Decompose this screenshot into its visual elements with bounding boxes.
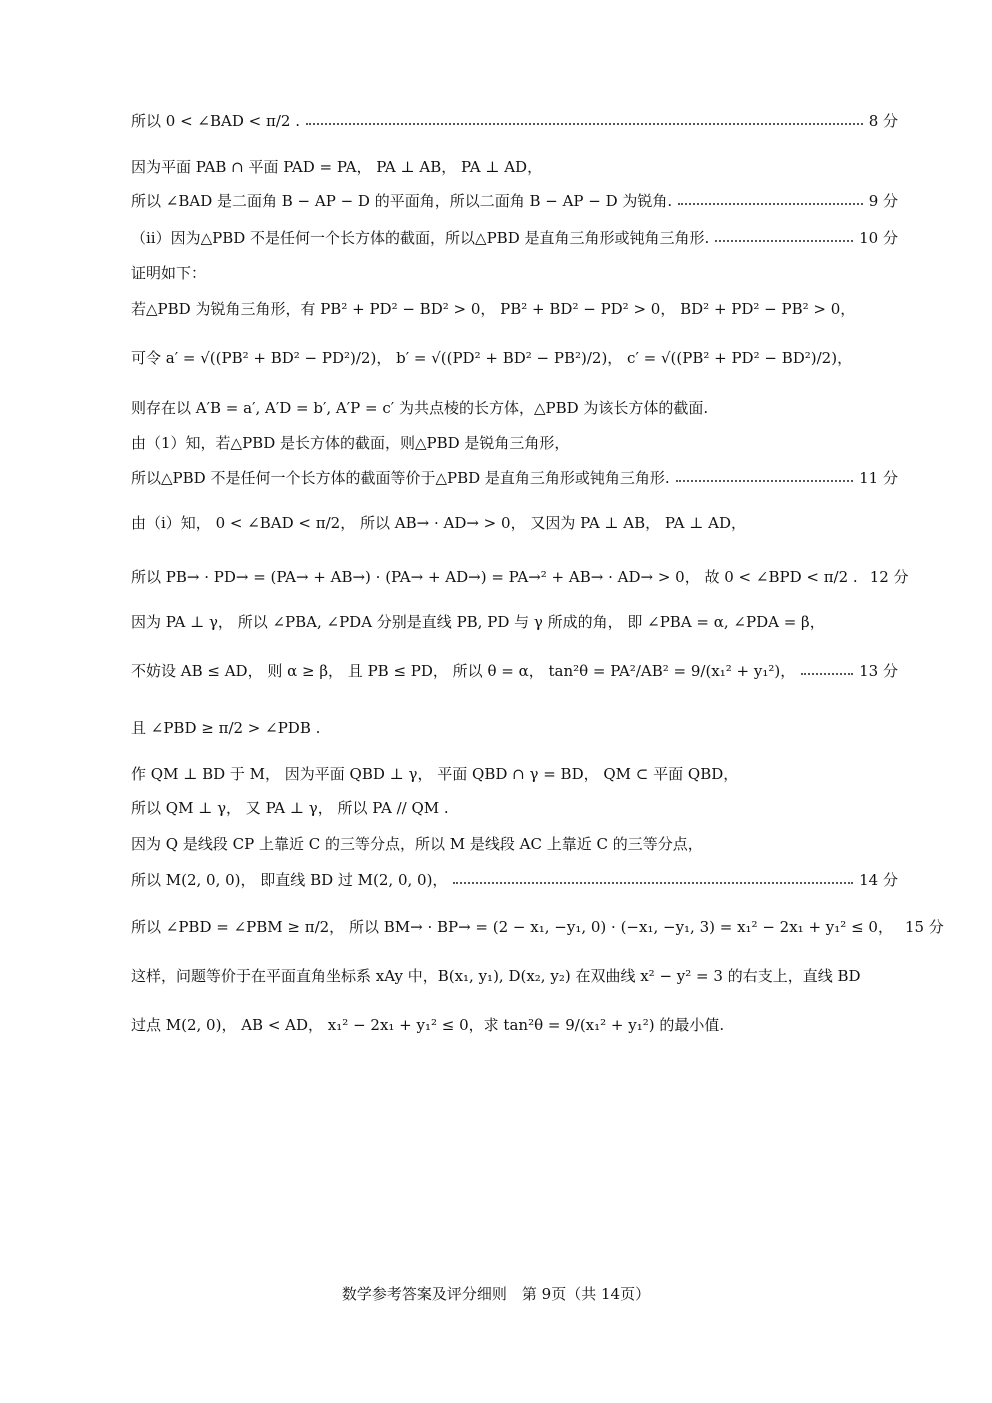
line-text: 若△PBD 为锐角三角形，有 PB² + PD² − BD² > 0， PB² + BD² − PD² > 0， BD² + PD² − PB² > 0， bbox=[131, 300, 856, 318]
line-text: 这样，问题等价于在平面直角坐标系 xAy 中，B(x₁, y₁), D(x₂, y₂) 在双曲线 x² − y² = 3 的右支上，直线 BD bbox=[131, 967, 861, 985]
line-text: 所以 PB→ · PD→ = (PA→ + AB→) · (PA→ + AD→) = PA→² + AB→ · AD→ > 0， 故 0 < ∠BPD < π/2 . bbox=[131, 568, 858, 586]
leader-dots bbox=[715, 240, 853, 242]
solution-line-11 bbox=[131, 512, 898, 533]
line-text: 所以 QM ⊥ γ， 又 PA ⊥ γ， 所以 PA // QM . bbox=[131, 799, 449, 817]
solution-line-5 bbox=[131, 262, 898, 283]
score-label: 14 分 bbox=[859, 871, 898, 889]
solution-line-1 bbox=[131, 110, 898, 131]
page-footer: 数学参考答案及评分细则 第 9页（共 14页） bbox=[341, 1285, 651, 1303]
solution-line-17 bbox=[131, 797, 898, 818]
line-text: 因为 Q 是线段 CP 上靠近 C 的三等分点，所以 M 是线段 AC 上靠近 C 的三等分点， bbox=[131, 835, 703, 853]
line-text: 不妨设 AB ≤ AD， 则 α ≥ β， 且 PB ≤ PD， 所以 θ = α， tan²θ = PA²/AB² = 9/(x₁² + y₁²)， bbox=[131, 662, 796, 680]
solution-line-18 bbox=[131, 833, 898, 854]
solution-line-13 bbox=[131, 611, 898, 632]
solution-line-19 bbox=[131, 869, 898, 890]
line-text: 作 QM ⊥ BD 于 M， 因为平面 QBD ⊥ γ， 平面 QBD ∩ γ = BD， QM ⊂ 平面 QBD， bbox=[131, 765, 739, 783]
leader-dots bbox=[453, 882, 853, 884]
solution-line-2 bbox=[131, 156, 898, 177]
solution-line-4 bbox=[131, 227, 898, 248]
line-text: 证明如下： bbox=[131, 264, 207, 282]
line-text: 因为平面 PAB ∩ 平面 PAD = PA， PA ⊥ AB， PA ⊥ AD， bbox=[131, 158, 543, 176]
line-text: 所以 ∠PBD = ∠PBM ≥ π/2， 所以 BM→ · BP→ = (2 − x₁, −y₁, 0) · (−x₁, −y₁, 3) = x₁² − 2x₁ + y₁² ≤ 0， bbox=[131, 918, 893, 936]
line-text: 由（1）知，若△PBD 是长方体的截面，则△PBD 是锐角三角形， bbox=[131, 434, 570, 452]
solution-line-16 bbox=[131, 763, 898, 784]
score-label: 8 分 bbox=[868, 112, 898, 130]
score-label: 11 分 bbox=[859, 469, 898, 487]
score-label: 12 分 bbox=[869, 568, 909, 586]
line-text: 因为 PA ⊥ γ， 所以 ∠PBA, ∠PDA 分别是直线 PB, PD 与 γ 所成的角， 即 ∠PBA = α, ∠PDA = β， bbox=[131, 613, 825, 631]
solution-line-6 bbox=[131, 298, 898, 319]
solution-line-9 bbox=[131, 432, 898, 453]
line-text: 且 ∠PBD ≥ π/2 > ∠PDB . bbox=[131, 719, 321, 737]
solution-line-10 bbox=[131, 467, 898, 488]
leader-dots bbox=[678, 203, 862, 205]
solution-line-14 bbox=[131, 660, 898, 681]
leader-dots bbox=[306, 123, 863, 125]
solution-line-3 bbox=[131, 190, 898, 211]
leader-dots bbox=[676, 480, 853, 482]
solution-line-15 bbox=[131, 717, 898, 738]
line-text: 所以 M(2, 0, 0)， 即直线 BD 过 M(2, 0, 0)， bbox=[131, 871, 448, 889]
line-text: 所以 ∠BAD 是二面角 B − AP − D 的平面角，所以二面角 B − AP − D 为锐角. bbox=[131, 192, 673, 210]
solution-line-21 bbox=[131, 965, 898, 986]
line-text: 所以 0 < ∠BAD < π/2 . bbox=[131, 112, 300, 130]
solution-line-7 bbox=[131, 347, 898, 368]
line-text: 由（i）知， 0 < ∠BAD < π/2， 所以 AB→ · AD→ > 0， 又因为 PA ⊥ AB， PA ⊥ AD， bbox=[131, 514, 746, 532]
score-label: 9 分 bbox=[868, 192, 898, 210]
solution-line-8 bbox=[131, 397, 898, 418]
solution-line-12 bbox=[131, 566, 909, 587]
score-label: 10 分 bbox=[859, 229, 898, 247]
line-text: （ii）因为△PBD 不是任何一个长方体的截面，所以△PBD 是直角三角形或钝角三角形. bbox=[131, 229, 710, 247]
line-text: 所以△PBD 不是任何一个长方体的截面等价于△PBD 是直角三角形或钝角三角形. bbox=[131, 469, 670, 487]
score-label: 13 分 bbox=[859, 662, 898, 680]
score-label: 15 分 bbox=[904, 918, 944, 936]
line-text: 过点 M(2, 0)， AB < AD， x₁² − 2x₁ + y₁² ≤ 0，求 tan²θ = 9/(x₁² + y₁²) 的最小值. bbox=[131, 1016, 725, 1034]
leader-dots bbox=[801, 673, 853, 675]
solution-line-20 bbox=[131, 916, 944, 937]
solution-line-22 bbox=[131, 1014, 898, 1035]
line-text: 可令 a′ = √((PB² + BD² − PD²)/2)， b′ = √((PD² + BD² − PB²)/2)， c′ = √((PB² + PD² − BD²)/2)， bbox=[131, 349, 853, 367]
line-text: 则存在以 A′B = a′, A′D = b′, A′P = c′ 为共点棱的长方体，△PBD 为该长方体的截面. bbox=[131, 399, 709, 417]
